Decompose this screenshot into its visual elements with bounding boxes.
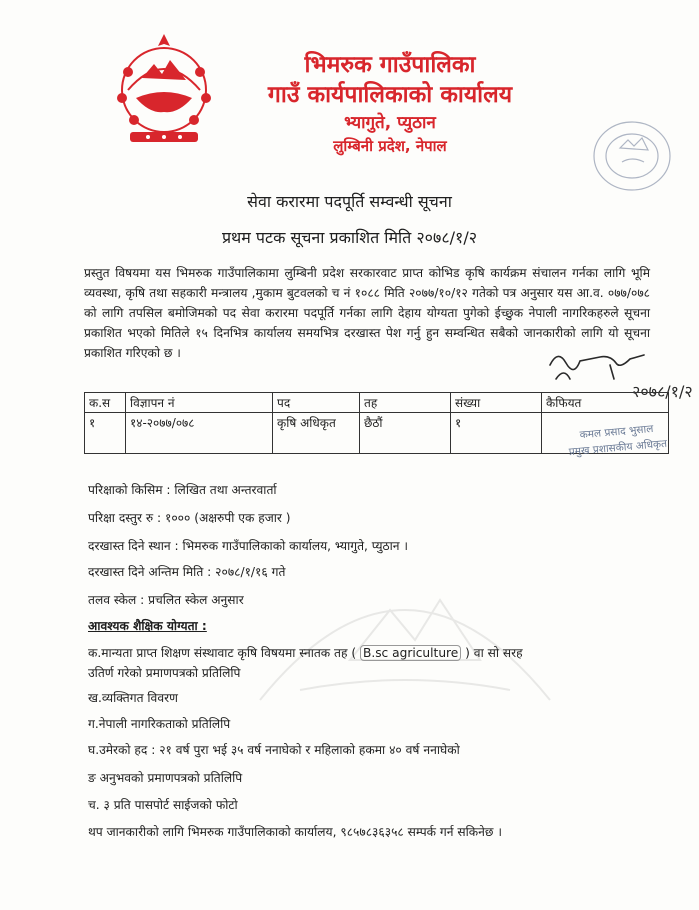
office-location: भ्यागुते, प्युठान bbox=[344, 113, 436, 133]
publication-date: प्रथम पटक सूचना प्रकाशित मिति २०७८/१/२ bbox=[221, 228, 478, 247]
cell-level: छैठौं bbox=[360, 413, 451, 454]
letterhead bbox=[240, 50, 540, 156]
col-post: पद bbox=[273, 393, 360, 413]
notice-title: सेवा करारमा पदपूर्ति सम्वन्धी सूचना bbox=[247, 192, 452, 211]
office-name: गाउँ कार्यपालिकाको कार्यालय bbox=[267, 82, 513, 108]
cell-sn: १ bbox=[85, 413, 126, 454]
emblem-watermark-icon bbox=[240, 540, 570, 730]
col-count: संख्या bbox=[451, 393, 542, 413]
officer-name: कमल प्रसाद भुसाल bbox=[579, 422, 654, 442]
application-deadline: दरखास्त दिने अन्तिम मिति : २०७८/१/१६ गते bbox=[88, 565, 286, 579]
qualification-d: घ.उमेरको हद : २१ वर्ष पुरा भई ३५ वर्ष ननाघेको र महिलाको हकमा ४० वर्ष ननाघेको bbox=[88, 743, 460, 757]
cell-count: १ bbox=[451, 413, 542, 454]
office-seal-stamp-icon bbox=[572, 112, 678, 198]
nepal-government-emblem-icon bbox=[108, 28, 220, 146]
officer-title: प्रमुख प्रशासकीय अधिकृत bbox=[568, 437, 668, 459]
cell-post: कृषि अधिकृत bbox=[273, 413, 360, 454]
qualification-b: ख.व्यक्तिगत विवरण bbox=[88, 691, 178, 705]
signature-date: २०७८/१/२ bbox=[632, 382, 693, 401]
col-sn: क.स bbox=[85, 393, 126, 413]
col-remarks: कैफियत bbox=[542, 393, 669, 413]
municipality-name: भिमरुक गाउँपालिका bbox=[304, 52, 476, 78]
salary-scale: तलव स्केल : प्रचलित स्केल अनुसार bbox=[88, 593, 244, 607]
col-ad-no: विज्ञापन नं bbox=[126, 393, 273, 413]
qualification-a-text: क.मान्यता प्राप्त शिक्षण संस्थावाट कृषि विषयमा स्नातक तह ( bbox=[88, 646, 357, 660]
table-header-row bbox=[85, 393, 669, 413]
province-country: लुम्बिनी प्रदेश, नेपाल bbox=[333, 137, 447, 155]
exam-fee: परिक्षा दस्तुर रु : १००० (अक्षरुपी एक हजार ) bbox=[88, 511, 291, 525]
notice-paragraph: प्रस्तुत विषयमा यस भिमरुक गाउँपालिकामा लुम्बिनी प्रदेश सरकारवाट प्राप्त कोभिड कृषि कार्यक्रम संचालन गर्नका लागि भूमि व्यवस्था, कृषि तथा सहकारी मन्त्रालय ,मुकाम बुटवलको च नं १०८८ मिति २०७७/१०/१२ गतेको पत्र अनुसार यस आ.व. ०७७/०७८ को लागि तपसिल बमोजिमको पद सेवा करारमा पदपूर्ति गर्नका लागि देहाय योग्यता पुगेको ईच्छुक नेपाली नागरिकहरुले सूचना प्रकाशित भएको मितिले १५ दिनभित्र कार्यालय समयभित्र दरखास्त पेश गर्नु हुन सम्वन्धित सबैको जानकारीको लागि यो सूचना प्रकाशित गरिएको छ । bbox=[84, 266, 650, 360]
contact-info: थप जानकारीको लागि भिमरुक गाउँपालिकाको कार्यालय, ९८५७८३६३५८ सम्पर्क गर्न सकिनेछ । bbox=[88, 825, 502, 839]
qualification-a bbox=[88, 643, 548, 683]
qualification-c: ग.नेपाली नागरिकताको प्रतिलिपि bbox=[88, 717, 231, 731]
exam-type: परिक्षाको किसिम : लिखित तथा अन्तरवार्ता bbox=[88, 483, 277, 497]
qualification-a-rest: ) वा सो सरह उतिर्ण गरेको प्रमाणपत्रको प्रतिलिपि bbox=[88, 646, 523, 680]
degree-name: B.sc agriculture bbox=[360, 645, 461, 661]
education-heading: आवश्यक शैक्षिक योग्यता : bbox=[88, 619, 207, 633]
cell-ad-no: १४-२०७७/०७८ bbox=[126, 413, 273, 454]
qualification-e: ङ अनुभवको प्रमाणपत्रको प्रतिलिपि bbox=[88, 771, 243, 785]
col-level: तह bbox=[360, 393, 451, 413]
application-place: दरखास्त दिने स्थान : भिमरुक गाउँपालिकाको कार्यालय, भ्यागुते, प्युठान । bbox=[88, 539, 409, 553]
qualification-f: च. ३ प्रति पासपोर्ट साईजको फोटो bbox=[88, 798, 238, 812]
